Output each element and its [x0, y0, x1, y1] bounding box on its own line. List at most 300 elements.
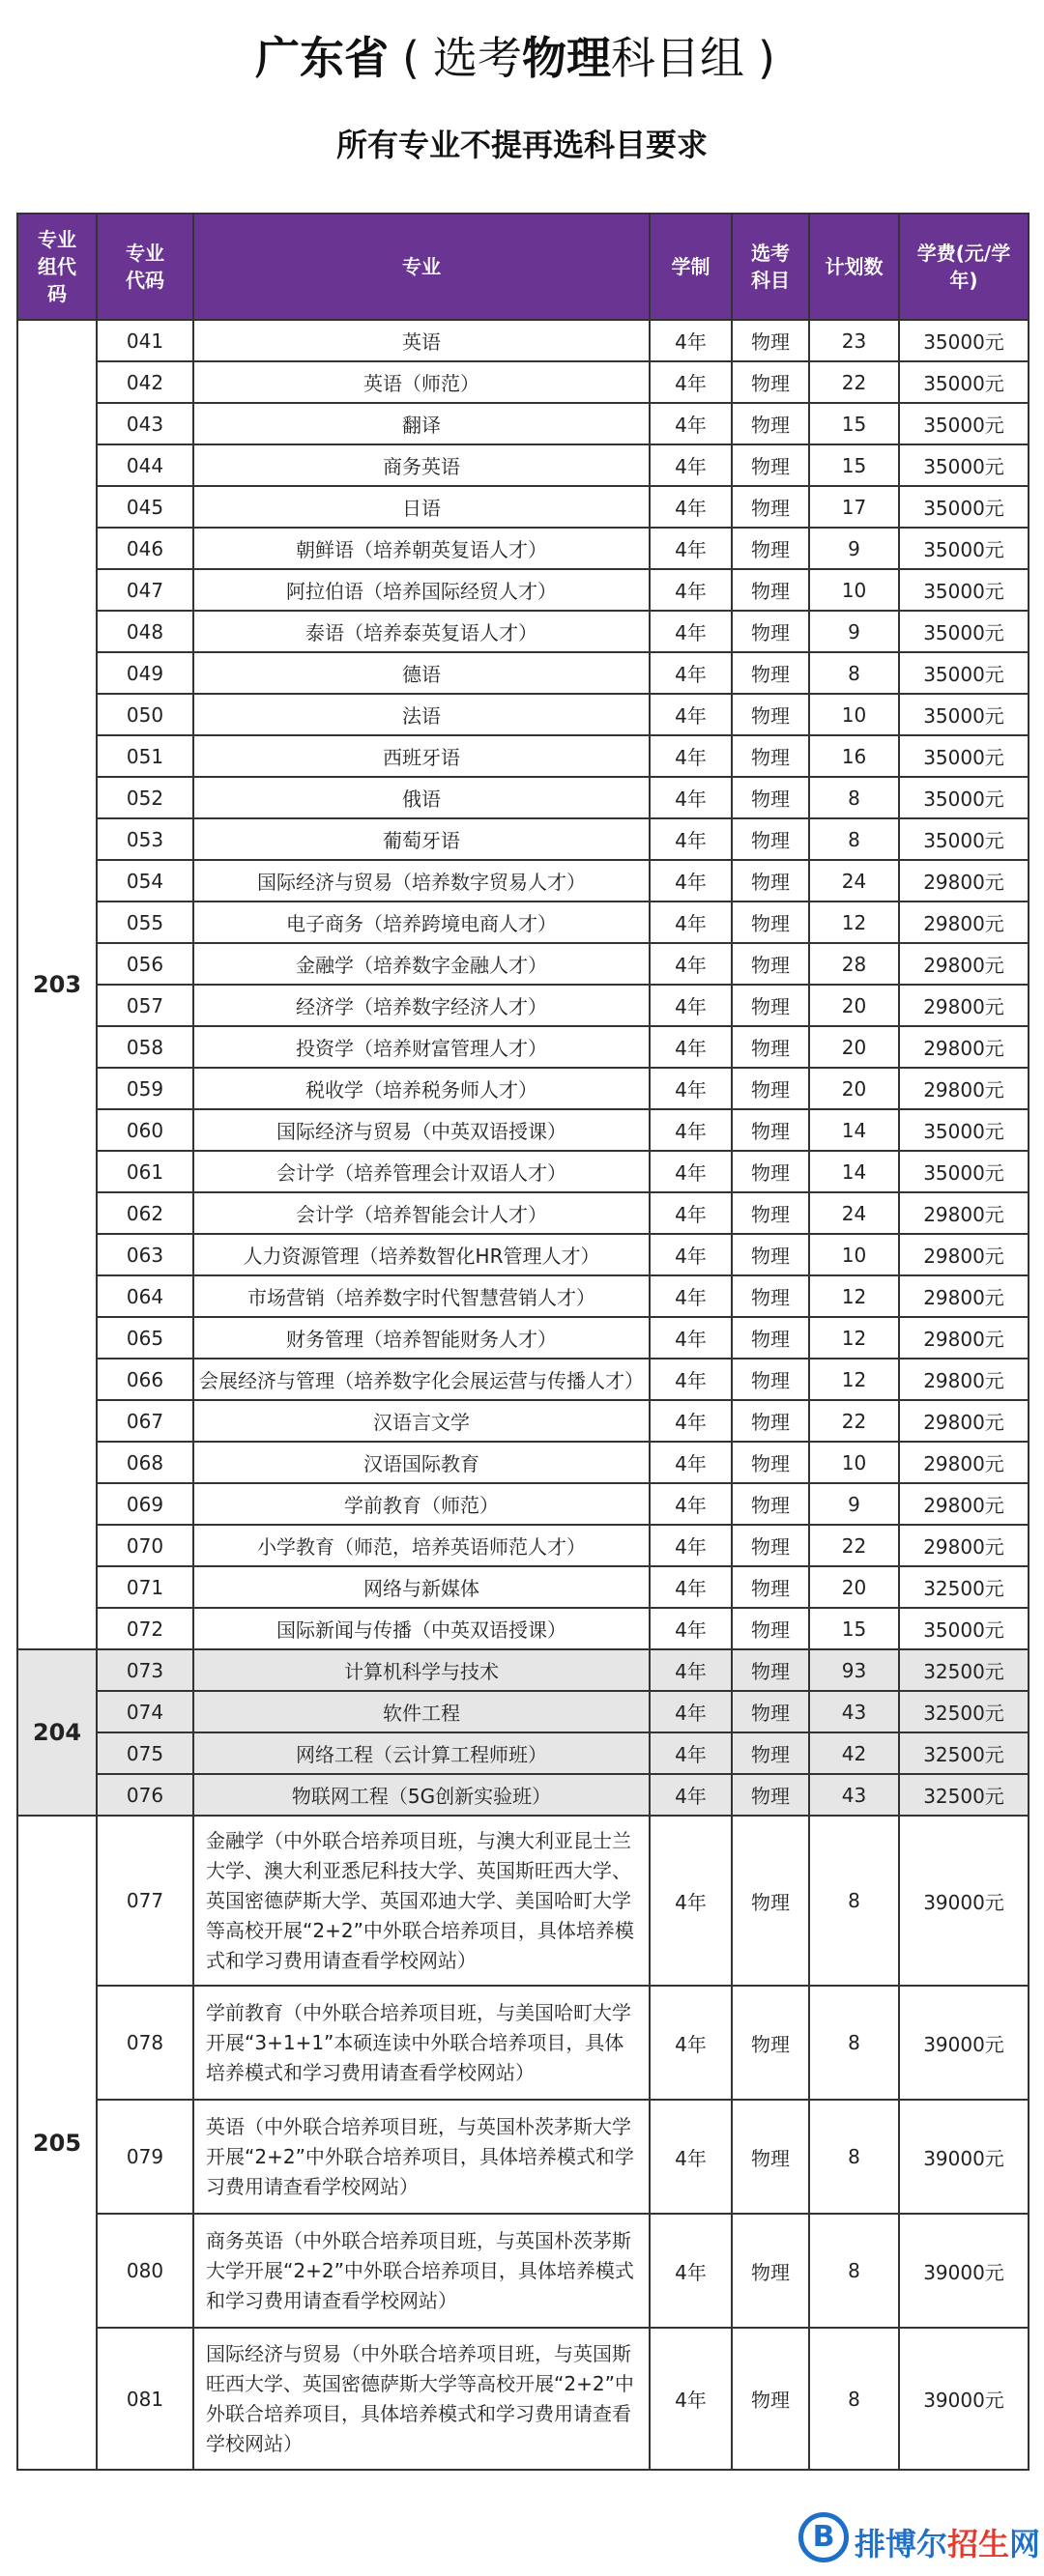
major-name-cell: 会计学（培养智能会计人才）: [193, 1192, 650, 1234]
plan-cell: 20: [809, 985, 899, 1026]
fee-cell: 29800元: [899, 1317, 1029, 1359]
plan-cell: 43: [809, 1774, 899, 1816]
years-cell: 4年: [650, 486, 732, 528]
plan-cell: 8: [809, 777, 899, 818]
major-code-cell: 043: [97, 403, 193, 444]
major-code-cell: 073: [97, 1649, 193, 1691]
subject-cell: 物理: [732, 2214, 809, 2328]
group-code-cell: 204: [17, 1649, 97, 1816]
fee-cell: 35000元: [899, 320, 1029, 361]
years-cell: 4年: [650, 777, 732, 818]
plan-cell: 15: [809, 444, 899, 486]
major-name-cell: 电子商务（培养跨境电商人才）: [193, 902, 650, 943]
fee-cell: 35000元: [899, 403, 1029, 444]
plan-cell: 23: [809, 320, 899, 361]
years-cell: 4年: [650, 902, 732, 943]
subject-cell: 物理: [732, 694, 809, 735]
subject-cell: 物理: [732, 1774, 809, 1816]
fee-cell: 35000元: [899, 818, 1029, 860]
years-cell: 4年: [650, 1608, 732, 1649]
years-cell: 4年: [650, 1691, 732, 1732]
logo-circle-icon: B: [798, 2512, 849, 2562]
table-row: [17, 1317, 1029, 1359]
table-row: [17, 860, 1029, 902]
years-cell: 4年: [650, 943, 732, 985]
subject-cell: 物理: [732, 528, 809, 569]
major-name-cell: 葡萄牙语: [193, 818, 650, 860]
fee-cell: 29800元: [899, 1442, 1029, 1483]
years-cell: 4年: [650, 1317, 732, 1359]
subject-cell: 物理: [732, 1026, 809, 1068]
table-row: [17, 569, 1029, 611]
fee-cell: 29800元: [899, 902, 1029, 943]
fee-cell: 35000元: [899, 611, 1029, 652]
plan-cell: 15: [809, 1608, 899, 1649]
table-row: [17, 943, 1029, 985]
fee-cell: 32500元: [899, 1691, 1029, 1732]
header-major: 专业: [193, 214, 650, 320]
table-row: [17, 735, 1029, 777]
years-cell: 4年: [650, 1732, 732, 1774]
fee-cell: 29800元: [899, 1359, 1029, 1400]
table-row: [17, 818, 1029, 860]
years-cell: 4年: [650, 403, 732, 444]
enrollment-table: [16, 213, 1030, 2471]
subject-cell: 物理: [732, 1649, 809, 1691]
major-code-cell: 065: [97, 1317, 193, 1359]
years-cell: 4年: [650, 1400, 732, 1442]
fee-cell: 39000元: [899, 1986, 1029, 2100]
table-row: [17, 2328, 1029, 2470]
table-row: [17, 1816, 1029, 1986]
fee-cell: 29800元: [899, 1026, 1029, 1068]
plan-cell: 14: [809, 1151, 899, 1192]
fee-cell: 32500元: [899, 1774, 1029, 1816]
major-code-cell: 077: [97, 1816, 193, 1986]
fee-cell: 35000元: [899, 361, 1029, 403]
table-row: [17, 1151, 1029, 1192]
major-name-cell: 会计学（培养管理会计双语人才）: [193, 1151, 650, 1192]
table-row: [17, 361, 1029, 403]
plan-cell: 10: [809, 1442, 899, 1483]
subject-cell: 物理: [732, 1068, 809, 1109]
table-row: [17, 902, 1029, 943]
group-code-cell: 203: [17, 320, 97, 1649]
major-name-cell: 国际新闻与传播（中英双语授课）: [193, 1608, 650, 1649]
years-cell: 4年: [650, 2328, 732, 2470]
table-row: [17, 1400, 1029, 1442]
subject-cell: 物理: [732, 1192, 809, 1234]
fee-cell: 35000元: [899, 486, 1029, 528]
major-code-cell: 048: [97, 611, 193, 652]
years-cell: 4年: [650, 735, 732, 777]
years-cell: 4年: [650, 2214, 732, 2328]
table-row: [17, 1986, 1029, 2100]
subject-cell: 物理: [732, 1608, 809, 1649]
plan-cell: 17: [809, 486, 899, 528]
subject-cell: 物理: [732, 1275, 809, 1317]
subject-cell: 物理: [732, 1483, 809, 1525]
plan-cell: 22: [809, 1525, 899, 1566]
major-name-cell: 西班牙语: [193, 735, 650, 777]
plan-cell: 8: [809, 2328, 899, 2470]
major-name-cell: 网络工程（云计算工程师班）: [193, 1732, 650, 1774]
plan-cell: 10: [809, 1234, 899, 1275]
major-code-cell: 078: [97, 1986, 193, 2100]
years-cell: 4年: [650, 1483, 732, 1525]
years-cell: 4年: [650, 361, 732, 403]
major-name-cell: 投资学（培养财富管理人才）: [193, 1026, 650, 1068]
plan-cell: 14: [809, 1109, 899, 1151]
table-row: [17, 694, 1029, 735]
major-code-cell: 054: [97, 860, 193, 902]
major-name-cell: 汉语言文学: [193, 1400, 650, 1442]
major-code-cell: 064: [97, 1275, 193, 1317]
table-row: [17, 320, 1029, 361]
subject-cell: 物理: [732, 361, 809, 403]
plan-cell: 22: [809, 1400, 899, 1442]
table-row: [17, 1234, 1029, 1275]
fee-cell: 29800元: [899, 1525, 1029, 1566]
plan-cell: 20: [809, 1068, 899, 1109]
fee-cell: 35000元: [899, 777, 1029, 818]
years-cell: 4年: [650, 1359, 732, 1400]
table-row: [17, 652, 1029, 694]
major-code-cell: 047: [97, 569, 193, 611]
major-name-cell: 学前教育（师范）: [193, 1483, 650, 1525]
fee-cell: 32500元: [899, 1649, 1029, 1691]
years-cell: 4年: [650, 611, 732, 652]
plan-cell: 10: [809, 694, 899, 735]
fee-cell: 35000元: [899, 569, 1029, 611]
logo-text-blue: 排博尔: [855, 2526, 948, 2562]
title-post: 科目组: [611, 32, 744, 84]
subject-cell: 物理: [732, 777, 809, 818]
major-name-cell: 英语（中外联合培养项目班，与英国朴茨茅斯大学开展“2+2”中外联合培养项目，具体培养模式和学习费用请查看学校网站）: [193, 2100, 650, 2214]
years-cell: 4年: [650, 652, 732, 694]
subject-cell: 物理: [732, 652, 809, 694]
fee-cell: 29800元: [899, 985, 1029, 1026]
major-code-cell: 050: [97, 694, 193, 735]
major-code-cell: 068: [97, 1442, 193, 1483]
years-cell: 4年: [650, 1566, 732, 1608]
years-cell: 4年: [650, 694, 732, 735]
major-name-cell: 金融学（中外联合培养项目班，与澳大利亚昆士兰大学、澳大利亚悉尼科技大学、英国斯旺西大学、英国密德萨斯大学、英国邓迪大学、美国哈町大学等高校开展“2+2”中外联合培养项目，具体培养模式和学习费用请查看学校网站）: [193, 1816, 650, 1986]
plan-cell: 9: [809, 1483, 899, 1525]
years-cell: 4年: [650, 1192, 732, 1234]
group-code-cell: 205: [17, 1816, 97, 2470]
watermark-logo: [798, 2510, 1041, 2566]
fee-cell: 32500元: [899, 1732, 1029, 1774]
subject-cell: 物理: [732, 1317, 809, 1359]
major-name-cell: 计算机科学与技术: [193, 1649, 650, 1691]
table-row: [17, 1068, 1029, 1109]
table-header-row: [17, 214, 1029, 320]
subject-cell: 物理: [732, 1566, 809, 1608]
fee-cell: 35000元: [899, 1608, 1029, 1649]
major-code-cell: 042: [97, 361, 193, 403]
major-code-cell: 055: [97, 902, 193, 943]
table-row: [17, 1359, 1029, 1400]
major-name-cell: 翻译: [193, 403, 650, 444]
years-cell: 4年: [650, 1774, 732, 1816]
subject-cell: 物理: [732, 486, 809, 528]
years-cell: 4年: [650, 1649, 732, 1691]
major-name-cell: 汉语国际教育: [193, 1442, 650, 1483]
plan-cell: 9: [809, 611, 899, 652]
major-code-cell: 059: [97, 1068, 193, 1109]
title-close-paren: ): [758, 32, 775, 84]
years-cell: 4年: [650, 985, 732, 1026]
fee-cell: 29800元: [899, 1192, 1029, 1234]
subject-cell: 物理: [732, 860, 809, 902]
fee-cell: 35000元: [899, 694, 1029, 735]
logo-text-red: 招生: [947, 2526, 1010, 2562]
fee-cell: 29800元: [899, 1234, 1029, 1275]
fee-cell: 35000元: [899, 444, 1029, 486]
fee-cell: 35000元: [899, 1151, 1029, 1192]
subject-cell: 物理: [732, 1109, 809, 1151]
major-code-cell: 062: [97, 1192, 193, 1234]
major-name-cell: 软件工程: [193, 1691, 650, 1732]
plan-cell: 8: [809, 1816, 899, 1986]
subject-cell: 物理: [732, 1986, 809, 2100]
major-name-cell: 小学教育（师范，培养英语师范人才）: [193, 1525, 650, 1566]
fee-cell: 35000元: [899, 1109, 1029, 1151]
major-code-cell: 075: [97, 1732, 193, 1774]
years-cell: 4年: [650, 1275, 732, 1317]
subject-cell: 物理: [732, 1151, 809, 1192]
header-major-code: 专业代码: [97, 214, 193, 320]
fee-cell: 35000元: [899, 652, 1029, 694]
years-cell: 4年: [650, 1816, 732, 1986]
subject-cell: 物理: [732, 1732, 809, 1774]
table-row: [17, 1026, 1029, 1068]
major-name-cell: 物联网工程（5G创新实验班）: [193, 1774, 650, 1816]
plan-cell: 8: [809, 2214, 899, 2328]
table-row: [17, 1109, 1029, 1151]
plan-cell: 42: [809, 1732, 899, 1774]
major-code-cell: 044: [97, 444, 193, 486]
plan-cell: 22: [809, 361, 899, 403]
page-title: [0, 29, 1044, 87]
major-code-cell: 081: [97, 2328, 193, 2470]
table-row: [17, 1774, 1029, 1816]
major-name-cell: 税收学（培养税务师人才）: [193, 1068, 650, 1109]
table-row: [17, 403, 1029, 444]
major-code-cell: 069: [97, 1483, 193, 1525]
plan-cell: 43: [809, 1691, 899, 1732]
fee-cell: 39000元: [899, 1816, 1029, 1986]
major-name-cell: 网络与新媒体: [193, 1566, 650, 1608]
major-name-cell: 经济学（培养数字经济人才）: [193, 985, 650, 1026]
major-code-cell: 046: [97, 528, 193, 569]
years-cell: 4年: [650, 320, 732, 361]
plan-cell: 8: [809, 2100, 899, 2214]
major-code-cell: 041: [97, 320, 193, 361]
fee-cell: 35000元: [899, 528, 1029, 569]
years-cell: 4年: [650, 1109, 732, 1151]
years-cell: 4年: [650, 569, 732, 611]
title-subject: 物理: [522, 32, 611, 84]
fee-cell: 39000元: [899, 2214, 1029, 2328]
plan-cell: 12: [809, 1317, 899, 1359]
major-name-cell: 国际经济与贸易（培养数字贸易人才）: [193, 860, 650, 902]
plan-cell: 12: [809, 902, 899, 943]
subject-cell: 物理: [732, 1442, 809, 1483]
subject-cell: 物理: [732, 2100, 809, 2214]
plan-cell: 8: [809, 1986, 899, 2100]
subject-cell: 物理: [732, 569, 809, 611]
subject-cell: 物理: [732, 611, 809, 652]
major-name-cell: 泰语（培养泰英复语人才）: [193, 611, 650, 652]
major-name-cell: 英语（师范）: [193, 361, 650, 403]
table-row: [17, 1525, 1029, 1566]
header-plan: 计划数: [809, 214, 899, 320]
major-code-cell: 057: [97, 985, 193, 1026]
plan-cell: 15: [809, 403, 899, 444]
table-row: [17, 611, 1029, 652]
subject-cell: 物理: [732, 1359, 809, 1400]
major-name-cell: 市场营销（培养数字时代智慧营销人才）: [193, 1275, 650, 1317]
table-row: [17, 1691, 1029, 1732]
major-name-cell: 日语: [193, 486, 650, 528]
major-name-cell: 国际经济与贸易（中外联合培养项目班，与英国斯旺西大学、英国密德萨斯大学等高校开展“2+2”中外联合培养项目，具体培养模式和学习费用请查看学校网站）: [193, 2328, 650, 2470]
title-province: 广东省: [255, 32, 390, 84]
table-row: [17, 1608, 1029, 1649]
fee-cell: 32500元: [899, 1566, 1029, 1608]
major-code-cell: 058: [97, 1026, 193, 1068]
major-name-cell: 德语: [193, 652, 650, 694]
subject-cell: 物理: [732, 1525, 809, 1566]
plan-cell: 20: [809, 1566, 899, 1608]
major-name-cell: 财务管理（培养智能财务人才）: [193, 1317, 650, 1359]
years-cell: 4年: [650, 1068, 732, 1109]
table-row: [17, 1732, 1029, 1774]
header-group-code: 专业组代码: [17, 214, 97, 320]
fee-cell: 29800元: [899, 860, 1029, 902]
table-row: [17, 528, 1029, 569]
major-code-cell: 067: [97, 1400, 193, 1442]
fee-cell: 35000元: [899, 735, 1029, 777]
major-code-cell: 049: [97, 652, 193, 694]
subject-cell: 物理: [732, 1691, 809, 1732]
fee-cell: 29800元: [899, 943, 1029, 985]
subject-cell: 物理: [732, 1816, 809, 1986]
major-name-cell: 金融学（培养数字金融人才）: [193, 943, 650, 985]
major-code-cell: 053: [97, 818, 193, 860]
years-cell: 4年: [650, 1234, 732, 1275]
major-code-cell: 071: [97, 1566, 193, 1608]
major-name-cell: 法语: [193, 694, 650, 735]
years-cell: 4年: [650, 444, 732, 486]
table-row: [17, 1192, 1029, 1234]
major-name-cell: 商务英语: [193, 444, 650, 486]
subject-cell: 物理: [732, 1400, 809, 1442]
plan-cell: 24: [809, 1192, 899, 1234]
years-cell: 4年: [650, 1442, 732, 1483]
major-code-cell: 060: [97, 1109, 193, 1151]
major-code-cell: 063: [97, 1234, 193, 1275]
plan-cell: 20: [809, 1026, 899, 1068]
plan-cell: 12: [809, 1275, 899, 1317]
years-cell: 4年: [650, 860, 732, 902]
years-cell: 4年: [650, 1986, 732, 2100]
plan-cell: 93: [809, 1649, 899, 1691]
title-pre: 选考: [433, 32, 522, 84]
plan-cell: 8: [809, 652, 899, 694]
major-name-cell: 会展经济与管理（培养数字化会展运营与传播人才）: [193, 1359, 650, 1400]
subject-cell: 物理: [732, 320, 809, 361]
logo-text: [855, 2520, 1040, 2564]
page-subtitle: 所有专业不提再选科目要求: [335, 127, 708, 163]
fee-cell: 39000元: [899, 2328, 1029, 2470]
major-code-cell: 074: [97, 1691, 193, 1732]
major-name-cell: 俄语: [193, 777, 650, 818]
subject-cell: 物理: [732, 444, 809, 486]
fee-cell: 29800元: [899, 1275, 1029, 1317]
major-name-cell: 朝鲜语（培养朝英复语人才）: [193, 528, 650, 569]
table-row: [17, 1566, 1029, 1608]
table-row: [17, 777, 1029, 818]
header-fee: 学费(元/学年): [899, 214, 1029, 320]
years-cell: 4年: [650, 818, 732, 860]
major-code-cell: 051: [97, 735, 193, 777]
major-code-cell: 080: [97, 2214, 193, 2328]
major-name-cell: 商务英语（中外联合培养项目班，与英国朴茨茅斯大学开展“2+2”中外联合培养项目，具体培养模式和学习费用请查看学校网站）: [193, 2214, 650, 2328]
table-row: [17, 1275, 1029, 1317]
plan-cell: 9: [809, 528, 899, 569]
header-subject: 选考科目: [732, 214, 809, 320]
major-name-cell: 学前教育（中外联合培养项目班，与美国哈町大学开展“3+1+1”本硕连读中外联合培养项目，具体培养模式和学习费用请查看学校网站）: [193, 1986, 650, 2100]
subject-cell: 物理: [732, 818, 809, 860]
major-name-cell: 人力资源管理（培养数智化HR管理人才）: [193, 1234, 650, 1275]
plan-cell: 24: [809, 860, 899, 902]
subject-cell: 物理: [732, 902, 809, 943]
table-row: [17, 985, 1029, 1026]
major-code-cell: 079: [97, 2100, 193, 2214]
years-cell: 4年: [650, 1026, 732, 1068]
plan-cell: 10: [809, 569, 899, 611]
years-cell: 4年: [650, 2100, 732, 2214]
subject-cell: 物理: [732, 1234, 809, 1275]
major-code-cell: 070: [97, 1525, 193, 1566]
major-code-cell: 072: [97, 1608, 193, 1649]
title-open-paren: (: [402, 32, 420, 84]
years-cell: 4年: [650, 1525, 732, 1566]
major-name-cell: 阿拉伯语（培养国际经贸人才）: [193, 569, 650, 611]
major-code-cell: 052: [97, 777, 193, 818]
fee-cell: 29800元: [899, 1400, 1029, 1442]
major-code-cell: 056: [97, 943, 193, 985]
table-row: [17, 1483, 1029, 1525]
subject-cell: 物理: [732, 403, 809, 444]
major-code-cell: 066: [97, 1359, 193, 1400]
table-row: [17, 2214, 1029, 2328]
table-row: [17, 486, 1029, 528]
plan-cell: 28: [809, 943, 899, 985]
major-code-cell: 045: [97, 486, 193, 528]
header-years: 学制: [650, 214, 732, 320]
fee-cell: 39000元: [899, 2100, 1029, 2214]
fee-cell: 29800元: [899, 1068, 1029, 1109]
major-code-cell: 061: [97, 1151, 193, 1192]
plan-cell: 8: [809, 818, 899, 860]
plan-cell: 16: [809, 735, 899, 777]
table-row: [17, 1649, 1029, 1691]
table-row: [17, 1442, 1029, 1483]
table-row: [17, 444, 1029, 486]
